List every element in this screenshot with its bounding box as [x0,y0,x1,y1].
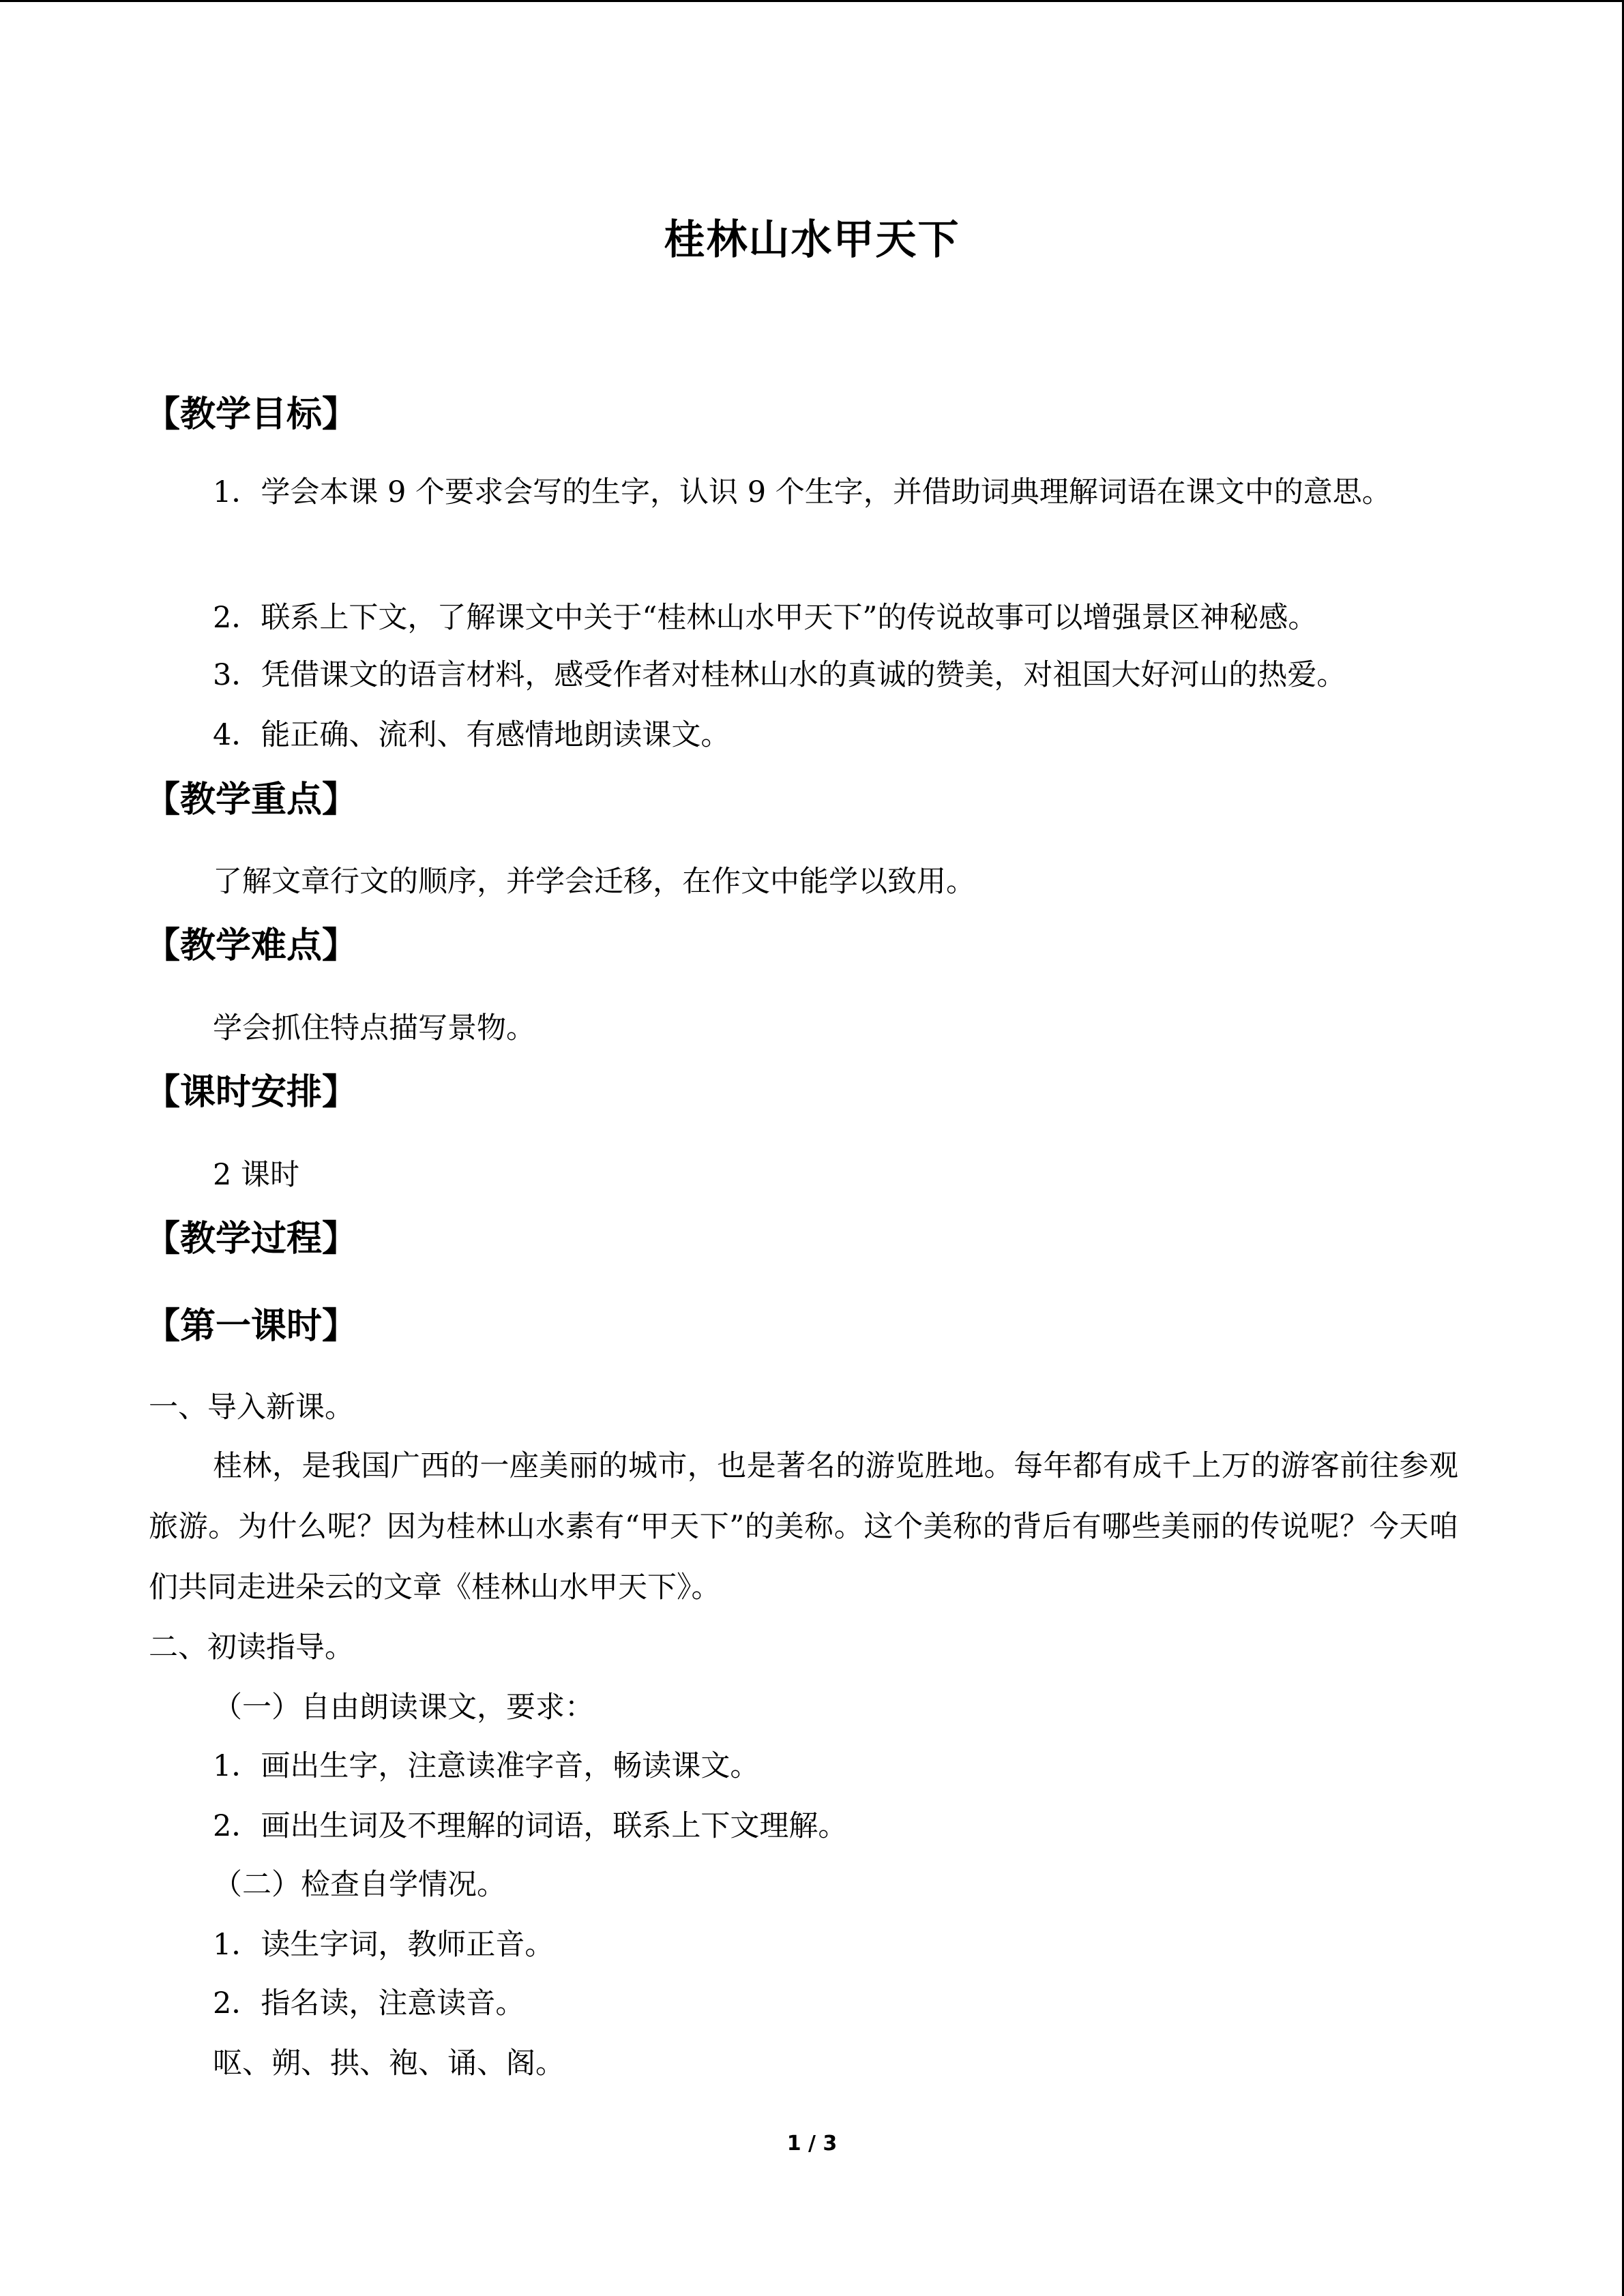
key-points-text: 了解文章行文的顺序，并学会迁移，在作文中能学以致用。 [213,865,975,899]
section-2-title: 二、初读指导。 [149,1630,354,1665]
objective-item-1: 1．学会本课 9 个要求会写的生字，认识 9 个生字，并借助词典理解词语在课文中的意思。 [213,475,1391,509]
objective-item-2: 2．联系上下文，了解课文中关于“桂林山水甲天下”的传说故事可以增强景区神秘感。 [213,601,1318,635]
subsection-1-item-1: 1．画出生字，注意读准字音，畅读课文。 [213,1749,760,1783]
difficulties-text: 学会抓住特点描写景物。 [213,1011,535,1045]
subsection-2-item-1: 1．读生字词，教师正音。 [213,1928,555,1962]
subsection-1-title: （一）自由朗读课文，要求： [213,1690,594,1725]
subsection-2-item-2: 2．指名读，注意读音。 [213,1986,525,2021]
section-1-title: 一、导入新课。 [149,1390,354,1425]
objective-item-4: 4．能正确、流利、有感情地朗读课文。 [213,718,730,752]
character-list: 呕、朔、拱、袍、诵、阁。 [213,2046,565,2081]
difficulties-heading: 【教学难点】 [145,925,358,966]
objectives-heading: 【教学目标】 [145,394,358,435]
process-heading: 【教学过程】 [145,1219,358,1259]
schedule-heading: 【课时安排】 [145,1072,358,1113]
page-title: 桂林山水甲天下 [664,216,960,264]
objective-item-3: 3．凭借课文的语言材料，感受作者对桂林山水的真诚的赞美，对祖国大好河山的热爱。 [213,658,1346,692]
page-number: 1 / 3 [786,2132,838,2156]
schedule-text: 2 课时 [213,1158,300,1192]
subsection-1-item-2: 2．画出生词及不理解的词语，联系上下文理解。 [213,1809,848,1843]
first-lesson-heading: 【第一课时】 [145,1306,358,1347]
subsection-2-title: （二）检查自学情况。 [213,1868,506,1902]
section-1-paragraph: 桂林，是我国广西的一座美丽的城市，也是著名的游览胜地。每年都有成千上万的游客前往参观旅游。为什么呢？因为桂林山水素有“甲天下”的美称。这个美称的背后有哪些美丽的传说呢？今天咱们共同走进朵云的文章《桂林山水甲天下》。 [149,1449,1458,1605]
key-points-heading: 【教学重点】 [145,779,358,820]
